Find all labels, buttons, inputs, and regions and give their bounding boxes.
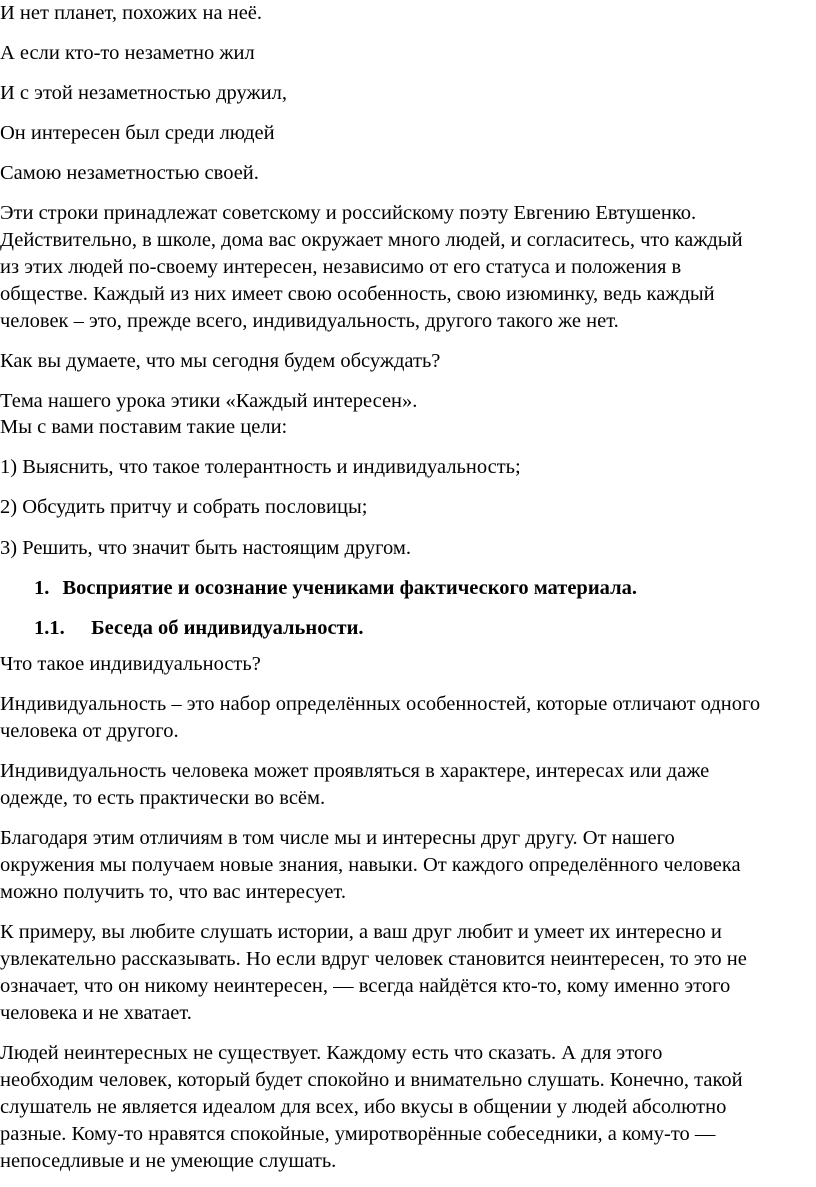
question-text: Как вы думаете, что мы сегодня будем обсуждать? [0,350,441,372]
intro-line: Эти строки принадлежат советскому и российскому поэту Евгению Евтушенко. [0,202,697,224]
section-1-title: Восприятие и осознание учениками фактического материала. [62,577,637,599]
differences-line: окружения мы получаем новые знания, навыки. От каждого определённого человека [0,854,741,876]
what-is-question: Что такое индивидуальность? [0,653,261,675]
conclusion-line: разные. Кому-то нравятся спокойные, умиротворённые собеседники, а кому-то — [0,1123,716,1145]
manifest-line: Индивидуальность человека может проявляться в характере, интересах или даже [0,760,710,782]
example-line: человека и не хватает. [0,1002,192,1024]
conclusion-line: слушатель не является идеалом для всех, ибо вкусы в общении у людей абсолютно [0,1096,727,1118]
definition-line: Индивидуальность – это набор определённых особенностей, которые отличают одного [0,693,761,715]
intro-line: обществе. Каждый из них имеет свою особенность, свою изюминку, ведь каждый [0,283,715,305]
section-1-heading [34,575,637,602]
example-line: увлекательно рассказывать. Но если вдруг человек становится неинтересен, то это не [0,948,747,970]
differences-line: можно получить то, что вас интересует. [0,881,346,903]
definition-line: человека от другого. [0,720,179,742]
poem-line: И с этой незаметностью дружил, [0,82,287,104]
manifest-line: одежде, то есть практически во всём. [0,787,326,809]
example-line: К примеру, вы любите слушать истории, а ваш друг любит и умеет их интересно и [0,921,722,943]
conclusion-line: непоседливые и не умеющие слушать. [0,1150,337,1172]
section-1-number: 1. [34,577,50,599]
section-1-1-number: 1.1. [34,617,65,639]
intro-line: человек – это, прежде всего, индивидуальность, другого такого же нет. [0,310,619,332]
goal-item: 2) Обсудить притчу и собрать пословицы; [0,496,368,518]
intro-line: из этих людей по-своему интересен, независимо от его статуса и положения в [0,256,682,278]
differences-line: Благодаря этим отличиям в том числе мы и интересны друг другу. От нашего [0,827,675,849]
topic-line: Тема нашего урока этики «Каждый интересен». [0,390,418,412]
goal-item: 1) Выяснить, что такое толерантность и индивидуальность; [0,456,521,478]
poem-line: И нет планет, похожих на неё. [0,2,263,24]
section-1-1-heading [34,615,364,642]
section-1-1-title: Беседа об индивидуальности. [91,617,364,639]
poem-line: Он интересен был среди людей [0,122,275,144]
poem-line: Самою незаметностью своей. [0,162,259,184]
example-line: означает, что он никому неинтересен, — всегда найдётся кто-то, кому именно этого [0,975,731,997]
goals-intro: Мы с вами поставим такие цели: [0,416,288,438]
poem-line: А если кто-то незаметно жил [0,42,255,64]
conclusion-line: необходим человек, который будет спокойно и внимательно слушать. Конечно, такой [0,1069,743,1091]
intro-line: Действительно, в школе, дома вас окружает много людей, и согласитесь, что каждый [0,229,743,251]
conclusion-line: Людей неинтересных не существует. Каждому есть что сказать. А для этого [0,1042,663,1064]
goal-item: 3) Решить, что значит быть настоящим другом. [0,537,411,559]
